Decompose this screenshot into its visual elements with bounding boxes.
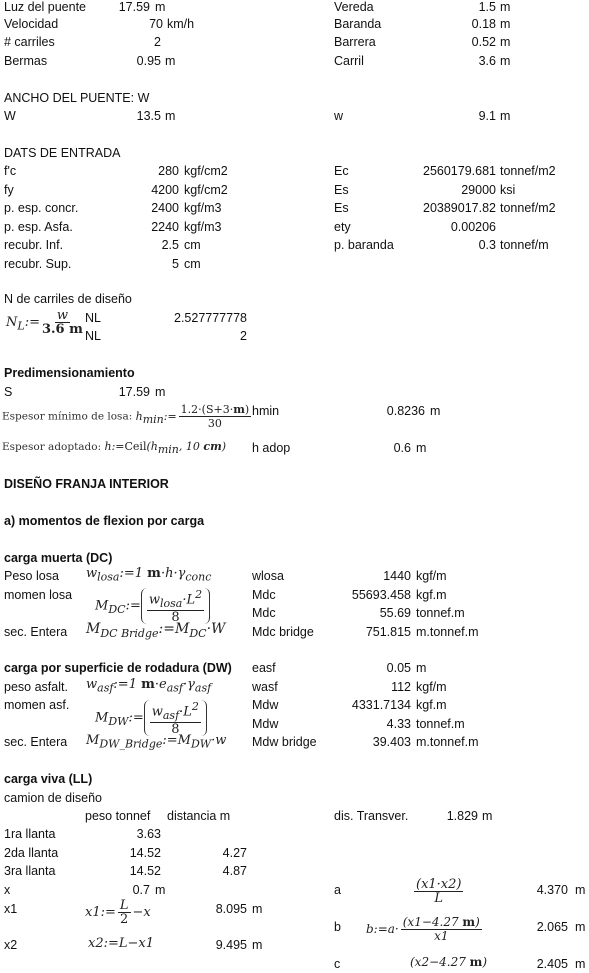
a-unit: m: [575, 883, 586, 897]
datos-l1-row1: fy: [4, 183, 14, 197]
W-label: W: [4, 109, 16, 123]
dw-momen-label: momen asf.: [4, 698, 70, 712]
ncarriles-title: N de carriles de diseño: [4, 292, 132, 306]
bermas-unit: m: [165, 54, 176, 68]
luz-unit: m: [155, 0, 166, 14]
ll-title: carga viva (LL): [4, 772, 93, 786]
x-unit: m: [155, 883, 166, 897]
predim-title: Predimensionamiento: [4, 366, 135, 380]
r2-peso: 14.52: [129, 846, 161, 860]
b-value: 2.065: [536, 920, 568, 934]
mdc1-unit: kgf.m: [416, 588, 447, 602]
dc-title: carga muerta (DC): [4, 551, 113, 565]
datos-title: DATS DE ENTRADA: [4, 146, 121, 160]
mdcb-formula: $M_{DC Bridge}:=M_{DC}\cdot W$: [86, 621, 226, 640]
datos-v2-row0: 2560179.681: [423, 164, 496, 178]
velocidad-label: Velocidad: [4, 17, 59, 31]
barrera-unit: m: [500, 35, 511, 49]
ll-camion: camion de diseño: [4, 791, 102, 805]
ancho-title: ANCHO DEL PUENTE: W: [4, 91, 150, 105]
hmin-unit: m: [430, 404, 441, 418]
dis-label: dis. Transver.: [334, 809, 409, 823]
S-label: S: [4, 385, 13, 399]
x1-value: 8.095: [215, 902, 247, 916]
mdwb-label: Mdw bridge: [252, 735, 317, 749]
carriles-value: 2: [154, 35, 161, 49]
mdc-formula: $M_{DC}:=$ $\frac{w_{losa}\cdot L^2}{8}$: [95, 588, 210, 624]
wasf-formula: $w_{asf}:=1$ $m\cdot e_{asf}\cdot\gamma_{asf}$: [86, 677, 212, 695]
wlosa-formula: $w_{losa}:=1$ $m\cdot h\cdot\gamma_{conc}$: [86, 566, 212, 584]
r3-label: 3ra llanta: [4, 864, 56, 878]
datos-v1-row3: 2240: [151, 220, 179, 234]
baranda-unit: m: [500, 17, 511, 31]
c-value: 2.405: [536, 957, 568, 971]
mdw1-unit: kgf.m: [416, 698, 447, 712]
nl1-value: 2.527777778: [174, 311, 247, 325]
easf-label: easf: [252, 661, 276, 675]
w-value: 9.1: [478, 109, 496, 123]
datos-l1-row5: recubr. Sup.: [4, 257, 72, 271]
hmin-formula: $h_{min}:=$ $\frac{1.2\cdot(S+3\cdot m)}{30}$: [135, 403, 250, 430]
datos-u2-row1: ksi: [500, 183, 516, 197]
dc-momen-label: momen losa: [4, 588, 73, 602]
S-value: 17.59: [118, 385, 150, 399]
nl2-label: NL: [85, 329, 101, 343]
wlosa-value: 1440: [383, 569, 411, 583]
luz-label: Luz del puente: [4, 0, 87, 14]
r3-peso: 14.52: [129, 864, 161, 878]
x-value: 0.7: [132, 883, 150, 897]
baranda-value: 0.18: [471, 17, 496, 31]
datos-u2-row0: tonnef/m2: [500, 164, 556, 178]
ll-col-peso: peso tonnef: [85, 809, 151, 823]
vereda-label: Vereda: [334, 0, 374, 14]
mdwb-formula: $M_{DW\_Bridge}:=M_{DW}\cdot w$: [86, 733, 227, 751]
mdc1-label: Mdc: [252, 588, 276, 602]
carril-label: Carril: [334, 54, 364, 68]
datos-l2-row4: p. baranda: [334, 238, 394, 252]
mdcb-label: Mdc bridge: [252, 625, 314, 639]
wasf-value: 112: [391, 680, 411, 694]
hmin-text: Espesor mínimo de losa:: [2, 410, 133, 423]
b-label: b: [334, 920, 341, 934]
r3-dist: 4.87: [222, 864, 247, 878]
dw-sec-label: sec. Entera: [4, 735, 68, 749]
x2-unit: m: [252, 938, 263, 952]
b-unit: m: [575, 920, 586, 934]
mdw1-value: 4331.7134: [351, 698, 411, 712]
mdw2-label: Mdw: [252, 717, 279, 731]
diseno-title: DISEÑO FRANJA INTERIOR: [4, 477, 169, 491]
datos-v2-row1: 29000: [461, 183, 496, 197]
mdw1-label: Mdw: [252, 698, 279, 712]
velocidad-unit: km/h: [167, 17, 195, 31]
nl2-value: 2: [240, 329, 247, 343]
hadop-formula: $h:=Ceil(h_{min}$, 10 cm): [104, 440, 227, 457]
datos-v1-row1: 4200: [151, 183, 179, 197]
mdw2-unit: tonnef.m: [416, 717, 465, 731]
carriles-label: # carriles: [4, 35, 55, 49]
datos-u1-row1: kgf/cm2: [184, 183, 228, 197]
datos-u1-row4: cm: [184, 238, 201, 252]
datos-v1-row5: 5: [172, 257, 179, 271]
a-value: 4.370: [536, 883, 568, 897]
dis-value: 1.829: [446, 809, 478, 823]
mdw2-value: 4.33: [386, 717, 411, 731]
baranda-label: Baranda: [334, 17, 382, 31]
datos-u1-row5: cm: [184, 257, 201, 271]
datos-v2-row2: 20389017.82: [423, 201, 496, 215]
datos-l1-row3: p. esp. Asfa.: [4, 220, 73, 234]
wasf-unit: kgf/m: [416, 680, 447, 694]
datos-u2-row4: tonnef/m: [500, 238, 549, 252]
x2-value: 9.495: [215, 938, 247, 952]
hadop-label: h adop: [252, 441, 291, 455]
easf-value: 0.05: [386, 661, 411, 675]
a-label: a: [334, 883, 341, 897]
mdc1-value: 55693.458: [351, 588, 411, 602]
nl-formula: $N_L:=$ $\frac{w}{3.6 m}$: [6, 308, 83, 337]
mdc2-unit: tonnef.m: [416, 606, 465, 620]
datos-l2-row1: Es: [334, 183, 349, 197]
dc-peso-label: Peso losa: [4, 569, 59, 583]
barrera-value: 0.52: [471, 35, 496, 49]
diseno-subtitle: a) momentos de flexion por carga: [4, 514, 205, 528]
w-label: w: [334, 109, 344, 123]
bermas-label: Bermas: [4, 54, 48, 68]
hmin-value: 0.8236: [386, 404, 425, 418]
datos-u1-row3: kgf/m3: [184, 220, 222, 234]
carril-value: 3.6: [478, 54, 496, 68]
c-formula: (x2−4.27 m): [410, 955, 488, 969]
x2-label: x2: [4, 938, 18, 952]
dc-sec-label: sec. Entera: [4, 625, 68, 639]
S-unit: m: [155, 385, 166, 399]
mdcb-value: 751.815: [365, 625, 411, 639]
datos-l1-row4: recubr. Inf.: [4, 238, 64, 252]
ll-col-dist: distancia m: [167, 809, 231, 823]
bermas-value: 0.95: [136, 54, 161, 68]
r1-label: 1ra llanta: [4, 827, 56, 841]
a-formula: $\frac{(x1\cdot x2)}{L}$: [416, 877, 462, 906]
datos-v1-row0: 280: [158, 164, 179, 178]
datos-l1-row2: p. esp. concr.: [4, 201, 79, 215]
datos-v2-row4: 0.3: [478, 238, 496, 252]
datos-l2-row3: ety: [334, 220, 351, 234]
luz-value: 17.59: [118, 0, 150, 14]
x2-formula: x2:=L−x1: [88, 936, 155, 951]
carril-unit: m: [500, 54, 511, 68]
vereda-unit: m: [500, 0, 511, 14]
x-label: x: [4, 883, 11, 897]
dw-title: carga por superficie de rodadura (DW): [4, 661, 232, 675]
r2-dist: 4.27: [222, 846, 247, 860]
x1-formula: x1:= $\frac{L}{2}$ −x: [85, 898, 151, 927]
mdwb-value: 39.403: [372, 735, 411, 749]
mdcb-unit: m.tonnef.m: [416, 625, 479, 639]
W-unit: m: [165, 109, 176, 123]
velocidad-value: 70: [149, 17, 163, 31]
b-formula: b:=a· $\frac{(x1-4.27 m)}{x1}$: [366, 915, 480, 943]
datos-u1-row2: kgf/m3: [184, 201, 222, 215]
c-unit: m: [575, 957, 586, 971]
datos-l2-row2: Es: [334, 201, 349, 215]
datos-l1-row0: f'c: [4, 164, 17, 178]
W-value: 13.5: [136, 109, 161, 123]
mdwb-unit: m.tonnef.m: [416, 735, 479, 749]
hadop-unit: m: [416, 441, 427, 455]
c-label: c: [334, 957, 341, 971]
r2-label: 2da llanta: [4, 846, 59, 860]
wlosa-unit: kgf/m: [416, 569, 447, 583]
wlosa-label: wlosa: [252, 569, 284, 583]
wasf-label: wasf: [252, 680, 278, 694]
hadop-text: Espesor adoptado:: [2, 441, 102, 453]
x1-label: x1: [4, 902, 18, 916]
hadop-value: 0.6: [393, 441, 411, 455]
w-unit: m: [500, 109, 511, 123]
r1-peso: 3.63: [136, 827, 161, 841]
datos-v2-row3: 0.00206: [450, 220, 496, 234]
barrera-label: Barrera: [334, 35, 376, 49]
datos-v1-row4: 2.5: [161, 238, 179, 252]
nl1-label: NL: [85, 311, 101, 325]
easf-unit: m: [416, 661, 427, 675]
mdc2-value: 55.69: [379, 606, 411, 620]
datos-u2-row2: tonnef/m2: [500, 201, 556, 215]
datos-v1-row2: 2400: [151, 201, 179, 215]
x1-unit: m: [252, 902, 263, 916]
datos-l2-row0: Ec: [334, 164, 349, 178]
hmin-label: hmin: [252, 404, 280, 418]
mdw-formula: $M_{DW}:=$ $\frac{w_{asf}\cdot L^2}{8}$: [95, 700, 207, 736]
dis-unit: m: [482, 809, 493, 823]
datos-u1-row0: kgf/cm2: [184, 164, 228, 178]
mdc2-label: Mdc: [252, 606, 276, 620]
vereda-value: 1.5: [478, 0, 496, 14]
dw-peso-label: peso asfalt.: [4, 680, 68, 694]
